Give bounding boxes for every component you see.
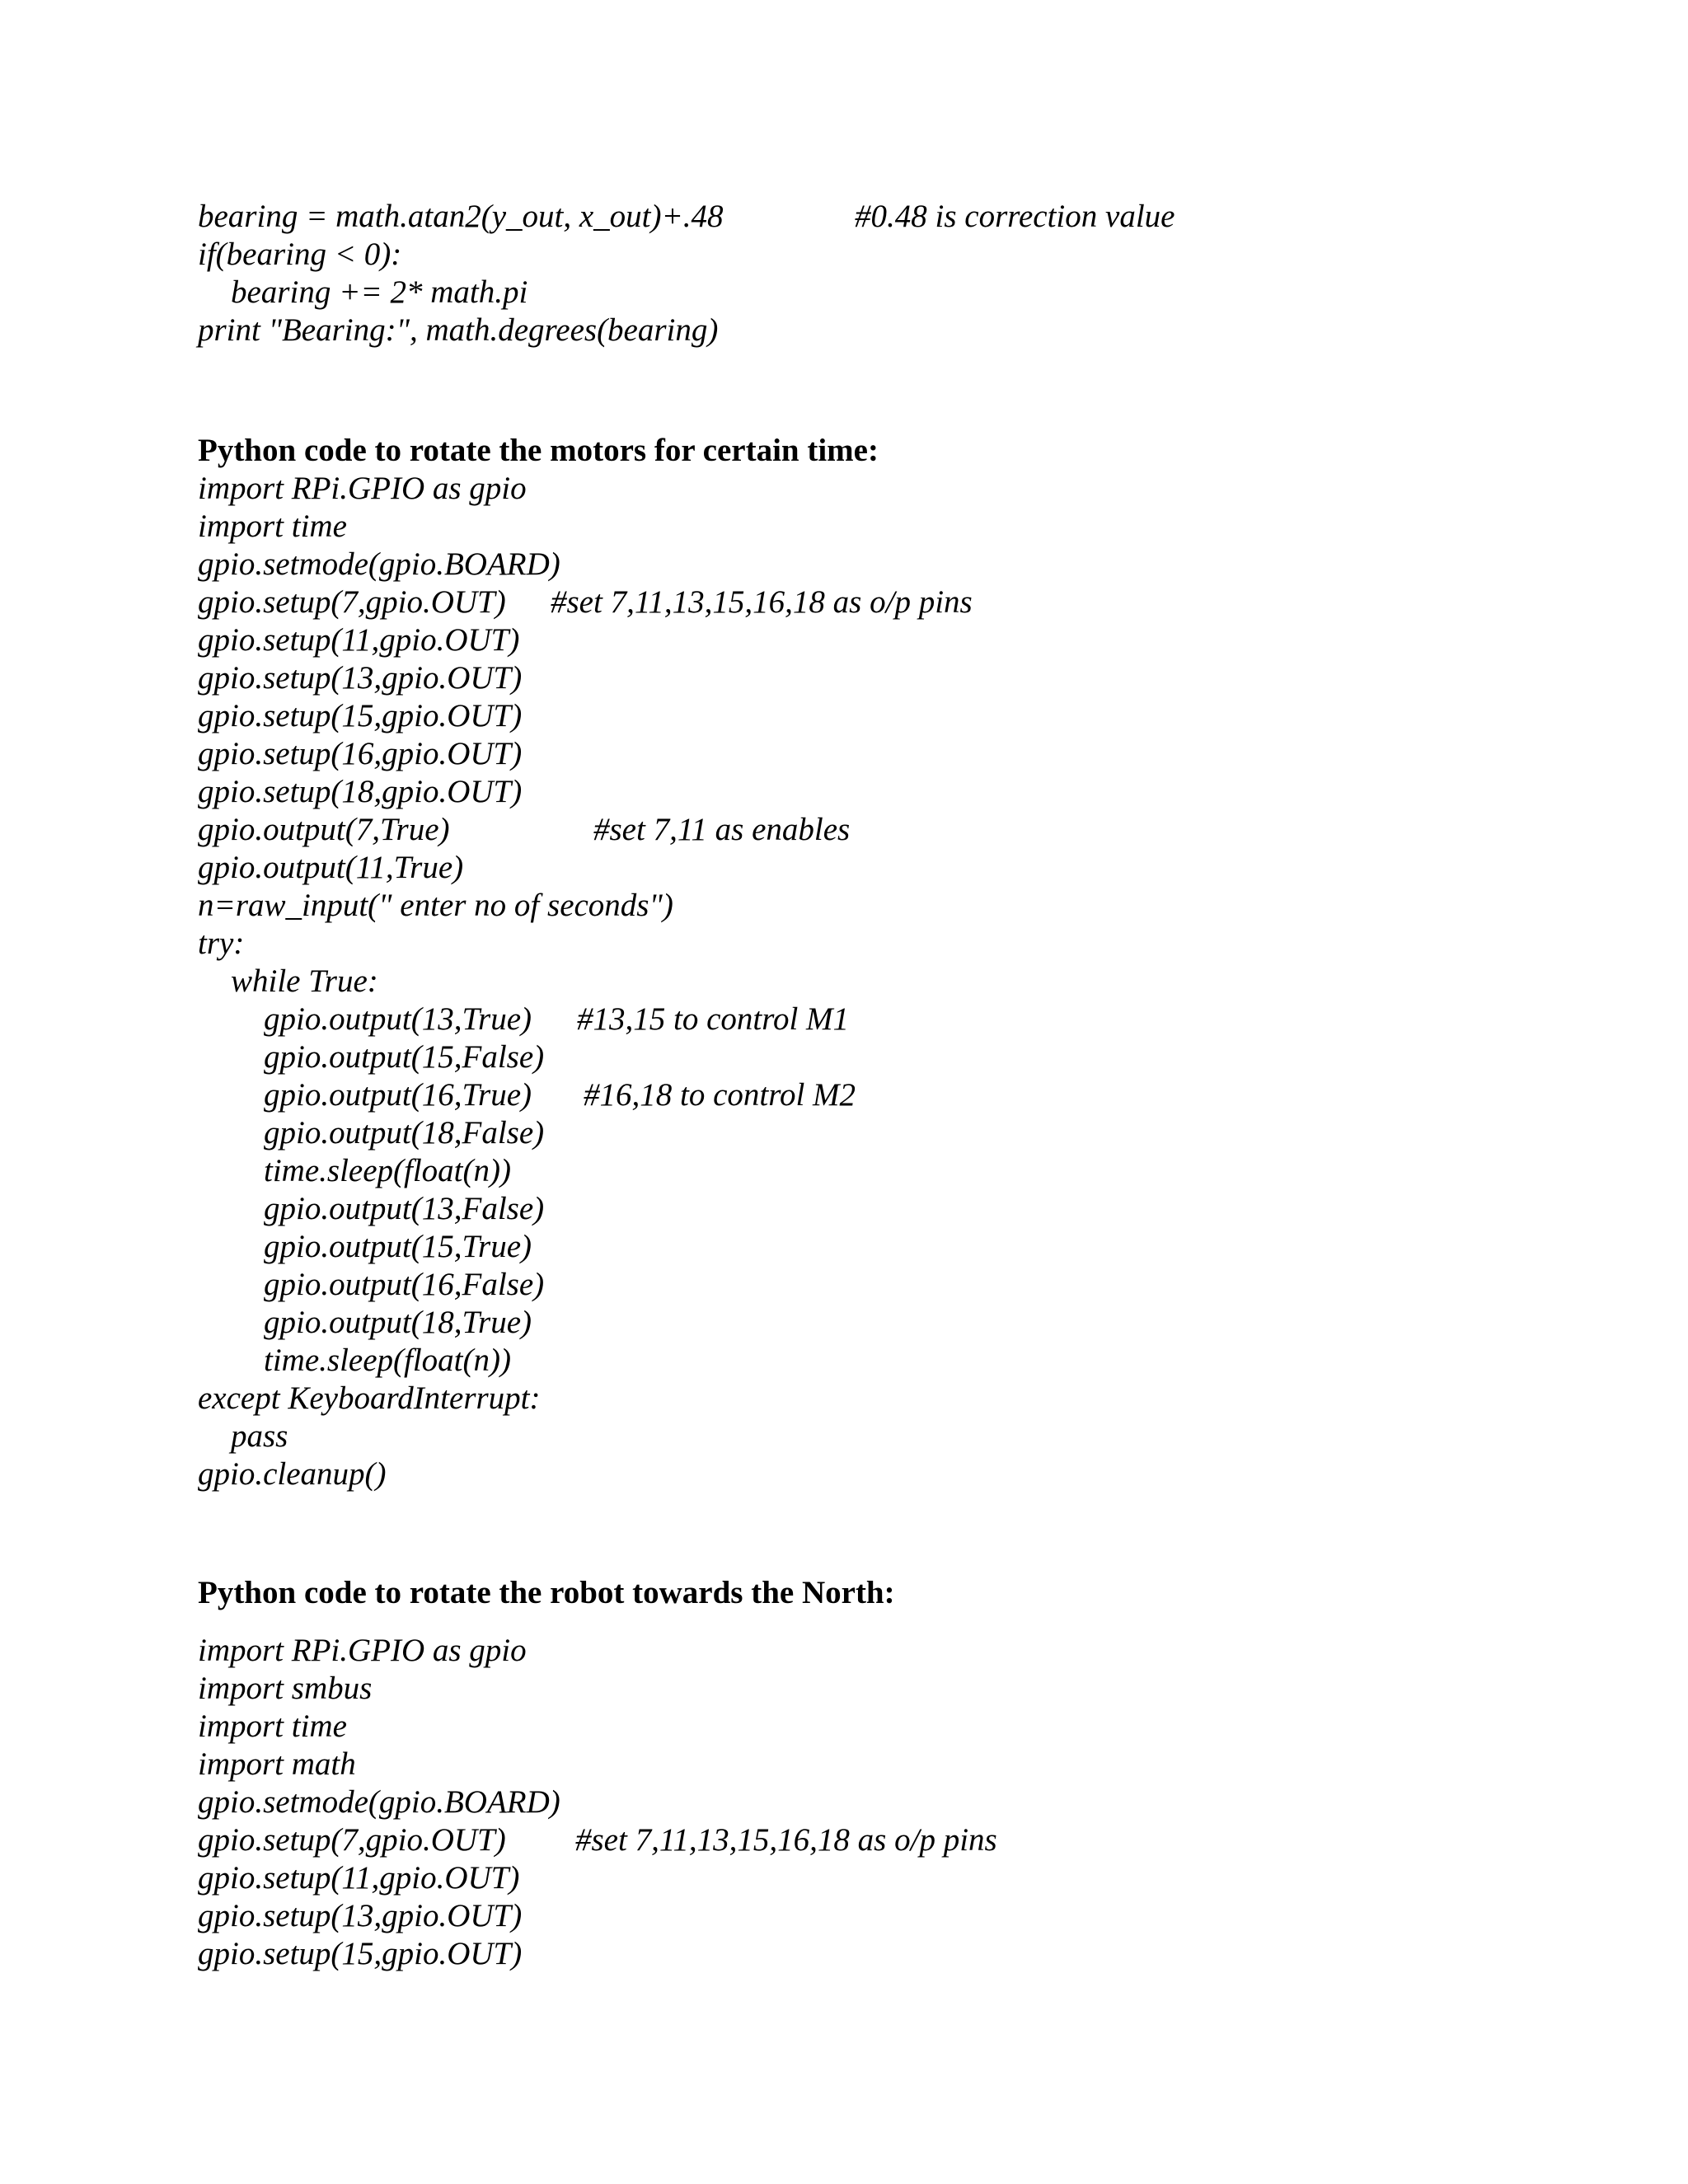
code-text: gpio.setmode(gpio.BOARD) xyxy=(198,546,560,582)
code-line xyxy=(198,1001,1599,1038)
code-line xyxy=(198,1670,1599,1708)
code-line xyxy=(198,236,1599,274)
code-line xyxy=(198,811,1599,849)
code-line xyxy=(198,1859,1599,1897)
code-text: bearing += 2* math.pi xyxy=(231,274,528,310)
code-text: gpio.setmode(gpio.BOARD) xyxy=(198,1784,560,1820)
code-line xyxy=(198,1228,1599,1266)
code-line xyxy=(198,1342,1599,1380)
code-text: import time xyxy=(198,509,347,544)
code-text: import RPi.GPIO as gpio xyxy=(198,1633,527,1668)
code-line xyxy=(198,659,1599,697)
section-rotate-motors xyxy=(198,432,1599,1493)
code-line xyxy=(198,312,1599,349)
code-text: gpio.output(18,True) xyxy=(264,1305,532,1340)
code-comment: #0.48 is correction value xyxy=(855,199,1175,234)
code-text: import RPi.GPIO as gpio xyxy=(198,471,527,506)
code-line xyxy=(198,925,1599,963)
code-text: gpio.output(16,False) xyxy=(264,1267,545,1302)
code-line xyxy=(198,1708,1599,1746)
code-text: n=raw_input(" enter no of seconds") xyxy=(198,888,673,923)
code-text: bearing = math.atan2(y_out, x_out)+.48 xyxy=(198,199,724,234)
code-line xyxy=(198,1190,1599,1228)
code-text: time.sleep(float(n)) xyxy=(264,1343,511,1378)
code-text: gpio.output(7,True) xyxy=(198,812,450,847)
code-line xyxy=(198,546,1599,583)
code-text: gpio.setup(13,gpio.OUT) xyxy=(198,660,523,696)
code-line xyxy=(198,887,1599,925)
code-text: gpio.setup(11,gpio.OUT) xyxy=(198,1860,520,1896)
code-text: gpio.output(15,True) xyxy=(264,1229,532,1264)
code-text: gpio.setup(13,gpio.OUT) xyxy=(198,1898,523,1933)
code-line xyxy=(198,1418,1599,1455)
code-text: gpio.output(11,True) xyxy=(198,850,464,885)
code-line xyxy=(198,1114,1599,1152)
code-line xyxy=(198,1821,1599,1859)
code-text: gpio.setup(16,gpio.OUT) xyxy=(198,736,523,771)
code-text: gpio.output(16,True) xyxy=(264,1077,532,1113)
section-heading: Python code to rotate the motors for certain time: xyxy=(198,433,879,468)
code-line xyxy=(198,1897,1599,1935)
code-text: gpio.setup(11,gpio.OUT) xyxy=(198,622,520,658)
code-line xyxy=(198,1380,1599,1418)
code-line xyxy=(198,274,1599,312)
code-line xyxy=(198,583,1599,621)
code-text: gpio.setup(7,gpio.OUT) xyxy=(198,584,506,620)
code-comment: #13,15 to control M1 xyxy=(577,1001,850,1037)
code-text: gpio.output(13,True) xyxy=(264,1001,532,1037)
code-line xyxy=(198,773,1599,811)
code-line xyxy=(198,1783,1599,1821)
code-line xyxy=(198,1746,1599,1783)
code-line xyxy=(198,508,1599,546)
code-line xyxy=(198,1304,1599,1342)
code-comment: #set 7,11,13,15,16,18 as o/p pins xyxy=(575,1822,997,1858)
code-line xyxy=(198,735,1599,773)
code-line xyxy=(198,198,1599,236)
code-line xyxy=(198,849,1599,887)
code-comment: #set 7,11 as enables xyxy=(593,812,851,847)
code-line xyxy=(198,1152,1599,1190)
code-line xyxy=(198,697,1599,735)
code-comment: #16,18 to control M2 xyxy=(584,1077,856,1113)
code-comment: #set 7,11,13,15,16,18 as o/p pins xyxy=(551,584,973,620)
code-block-bearing xyxy=(198,198,1599,349)
code-line xyxy=(198,1935,1599,1973)
code-line xyxy=(198,1076,1599,1114)
code-line xyxy=(198,1455,1599,1493)
section-heading: Python code to rotate the robot towards the North: xyxy=(198,1575,895,1610)
code-line xyxy=(198,1266,1599,1304)
code-text: gpio.cleanup() xyxy=(198,1456,387,1492)
code-text: gpio.output(15,False) xyxy=(264,1039,545,1075)
code-text: import math xyxy=(198,1746,356,1782)
code-text: gpio.setup(18,gpio.OUT) xyxy=(198,774,523,809)
code-text: gpio.setup(7,gpio.OUT) xyxy=(198,1822,506,1858)
code-text: time.sleep(float(n)) xyxy=(264,1153,511,1188)
code-text: try: xyxy=(198,926,245,961)
code-text: gpio.setup(15,gpio.OUT) xyxy=(198,1936,523,1971)
code-text: if(bearing < 0): xyxy=(198,237,402,272)
code-text: gpio.setup(15,gpio.OUT) xyxy=(198,698,523,733)
code-text: gpio.output(18,False) xyxy=(264,1115,545,1151)
code-text: import smbus xyxy=(198,1671,373,1706)
code-line xyxy=(198,621,1599,659)
code-text: gpio.output(13,False) xyxy=(264,1191,545,1226)
code-line xyxy=(198,1038,1599,1076)
code-text: except KeyboardInterrupt: xyxy=(198,1380,541,1416)
code-text: import time xyxy=(198,1708,347,1744)
code-text: print "Bearing:", math.degrees(bearing) xyxy=(198,312,719,348)
section-rotate-north xyxy=(198,1574,1599,1973)
code-line xyxy=(198,1632,1599,1670)
code-line xyxy=(198,470,1599,508)
code-text: while True: xyxy=(231,963,378,999)
code-line xyxy=(198,963,1599,1001)
code-text: pass xyxy=(231,1418,288,1454)
